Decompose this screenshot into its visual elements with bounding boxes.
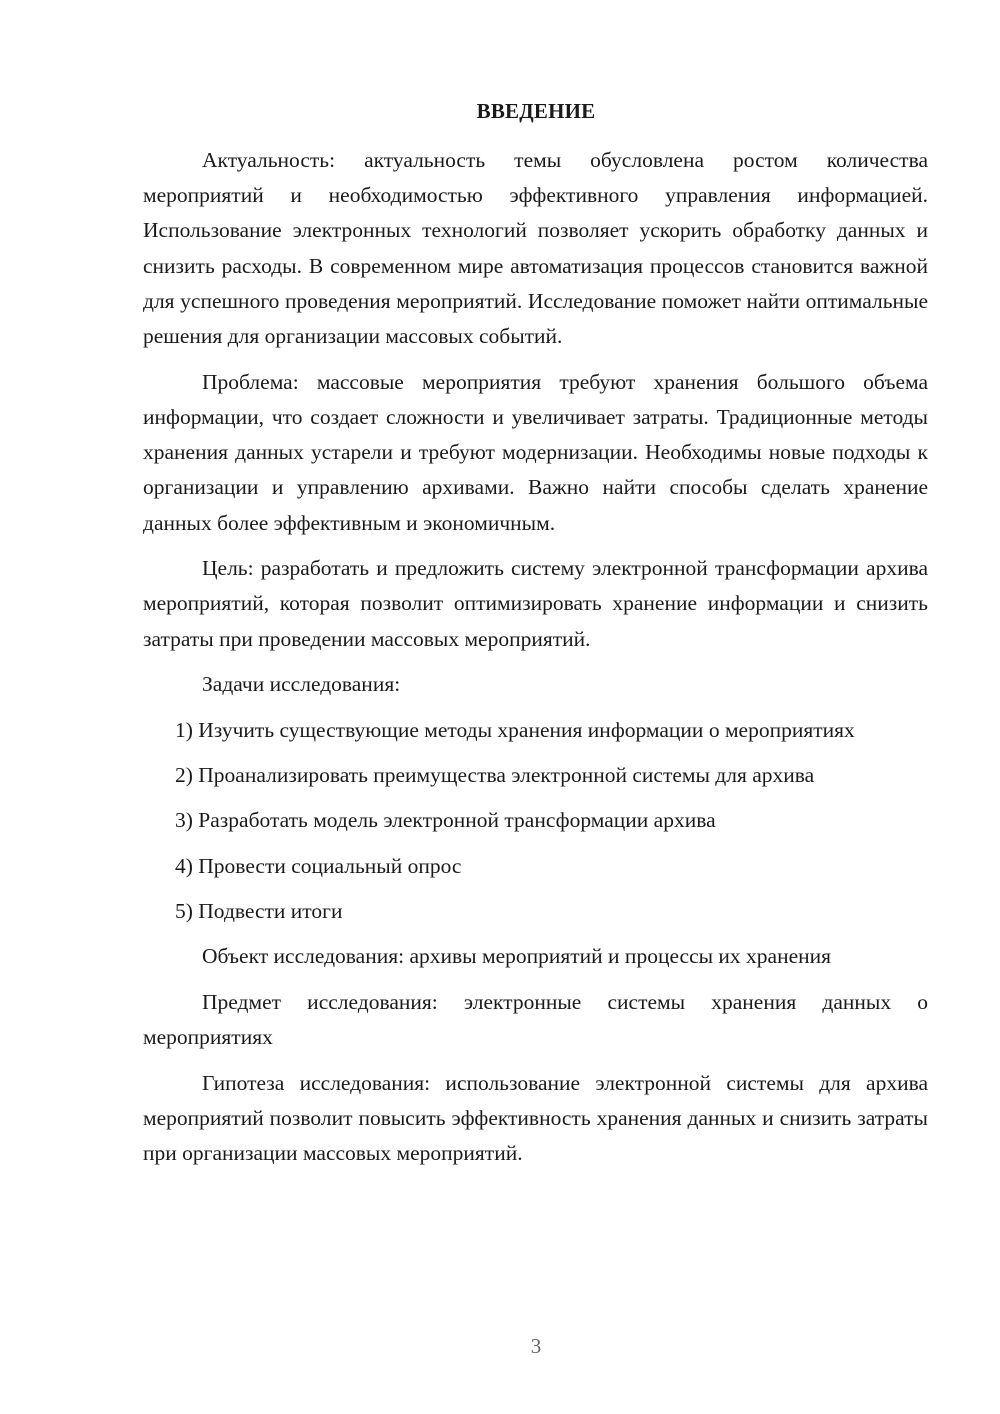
task-item-1: 1) Изучить существующие методы хранения информации о мероприятиях: [175, 718, 855, 743]
paragraph-goal: Цель: разработать и предложить систему электронной трансформации архива мероприятий, которая позволит оптимизировать хранение информации и снизить затраты при проведении массовых мероприятий.: [143, 556, 928, 651]
paragraph-object: Объект исследования: архивы мероприятий и процессы их хранения: [202, 944, 832, 969]
task-item-2: 2) Проанализировать преимущества электронной системы для архива: [175, 763, 815, 788]
section-title: ВВЕДЕНИЕ: [476, 99, 596, 123]
paragraph-tasks-heading: Задачи исследования:: [202, 672, 401, 697]
task-item-3: 3) Разработать модель электронной трансформации архива: [175, 808, 716, 833]
task-item-4: 4) Провести социальный опрос: [175, 853, 462, 878]
paragraph-relevance: Актуальность: актуальность темы обусловлена ростом количества мероприятий и необходимостью эффективного управления информацией. Использование электронных технологий позволяет ускорить обработку данных и снизить расходы. В современном мире автоматизация процессов становится важной для успешного проведения мероприятий. Исследование поможет найти оптимальные решения для организации массовых событий.: [143, 148, 928, 349]
paragraph-problem: Проблема: массовые мероприятия требуют хранения большого объема информации, что создает сложности и увеличивает затраты. Традиционные методы хранения данных устарели и требуют модернизации. Необходимы новые подходы к организации и управлению архивами. Важно найти способы сделать хранение данных более эффективным и экономичным.: [143, 369, 928, 535]
document-body: [143, 143, 928, 1182]
page-number: 3: [530, 1334, 542, 1358]
task-item-5: 5) Подвести итоги: [175, 898, 343, 923]
paragraph-hypothesis: Гипотеза исследования: использование электронной системы для архива мероприятий позволит повысить эффективность хранения данных и снизить затраты при организации массовых мероприятий.: [143, 1070, 928, 1166]
paragraph-subject: Предмет исследования: электронные системы хранения данных о мероприятиях: [143, 989, 928, 1049]
